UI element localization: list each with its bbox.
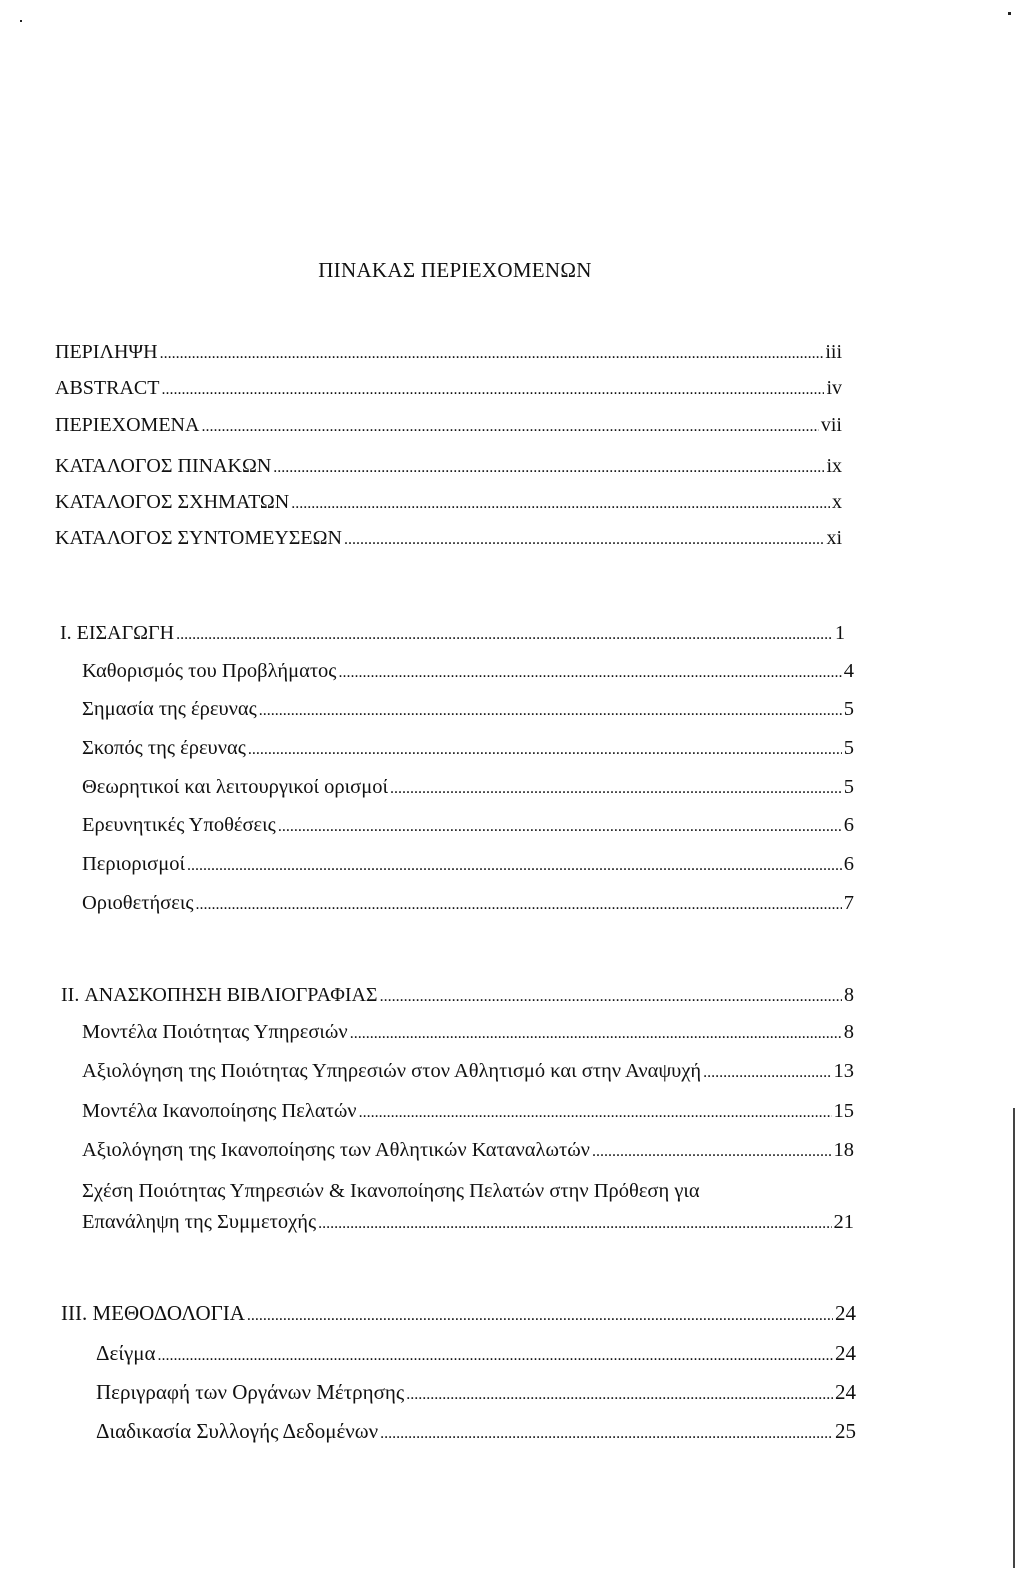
- scan-speck: [20, 20, 22, 22]
- dot-leader: [187, 852, 842, 878]
- toc-subentry[interactable]: [82, 1059, 854, 1085]
- toc-subentry[interactable]: [96, 1341, 856, 1368]
- dot-leader: [359, 1099, 832, 1125]
- dot-leader: [344, 526, 824, 552]
- toc-entry-page: 18: [833, 1139, 854, 1161]
- dot-leader: [161, 376, 824, 402]
- toc-entry-page: 13: [833, 1060, 854, 1082]
- toc-entry-page: x: [832, 491, 842, 513]
- toc-entry-label: Σκοπός της έρευνας: [82, 737, 246, 759]
- toc-entry-page: 24: [835, 1380, 856, 1404]
- toc-entry[interactable]: [55, 340, 842, 366]
- toc-subentry[interactable]: [82, 736, 854, 762]
- chapter-heading[interactable]: [61, 1301, 856, 1328]
- chapter-heading[interactable]: [60, 621, 845, 647]
- chapter-heading[interactable]: [61, 983, 854, 1009]
- toc-entry-page: 5: [843, 698, 854, 720]
- toc-entry-label: Δείγμα: [96, 1341, 156, 1365]
- toc-entry-label: Επανάληψη της Συμμετοχής: [82, 1211, 317, 1233]
- toc-entry-page: 7: [843, 892, 854, 914]
- toc-entry-label: Περιορισμοί: [82, 853, 185, 875]
- toc-entry-page: 5: [843, 776, 854, 798]
- toc-entry-page: 21: [833, 1211, 854, 1233]
- toc-entry-page: 15: [833, 1100, 854, 1122]
- toc-entry-label: Οριοθετήσεις: [82, 892, 194, 914]
- toc-entry-label: ABSTRACT: [55, 377, 160, 399]
- dot-leader: [380, 983, 842, 1009]
- toc-entry-page: 25: [835, 1419, 856, 1443]
- dot-leader: [350, 1020, 842, 1046]
- page-title: ΠΙΝΑΚΑΣ ΠΕΡΙΕΧΟΜΕΝΩΝ: [318, 258, 592, 282]
- toc-entry-page: 4: [843, 660, 854, 682]
- dot-leader: [247, 1301, 833, 1328]
- toc-entry-page: 8: [844, 984, 854, 1006]
- toc-entry-label: Θεωρητικοί και λειτουργικοί ορισμοί: [82, 776, 388, 798]
- dot-leader: [703, 1059, 831, 1085]
- toc-subentry[interactable]: [82, 1210, 854, 1236]
- toc-entry-label: Καθορισμός του Προβλήματος: [82, 660, 337, 682]
- dot-leader: [406, 1380, 833, 1407]
- toc-entry-page: 8: [843, 1021, 854, 1043]
- dot-leader: [291, 490, 830, 516]
- toc-entry-label: II. ΑΝΑΣΚΟΠΗΣΗ ΒΙΒΛΙΟΓΡΑΦΙΑΣ: [61, 984, 378, 1006]
- dot-leader: [380, 1419, 833, 1446]
- toc-subentry[interactable]: [82, 1099, 854, 1125]
- toc-subentry-wrapped-line1[interactable]: Σχέση Ποιότητας Υπηρεσιών & Ικανοποίησης Πελατών στην Πρόθεση για: [82, 1180, 700, 1202]
- toc-entry-page: iv: [826, 377, 842, 399]
- dot-leader: [592, 1138, 832, 1164]
- dot-leader: [160, 340, 824, 366]
- toc-entry[interactable]: [55, 376, 842, 402]
- toc-entry[interactable]: [55, 413, 842, 439]
- dot-leader: [390, 775, 842, 801]
- toc-entry-label: ΠΕΡΙΛΗΨΗ: [55, 341, 158, 363]
- dot-leader: [176, 621, 833, 647]
- toc-subentry[interactable]: [82, 697, 854, 723]
- toc-entry-page: 6: [843, 814, 854, 836]
- toc-entry-page: 24: [835, 1301, 856, 1325]
- toc-entry-label: Ερευνητικές Υποθέσεις: [82, 814, 276, 836]
- toc-entry-page: vii: [820, 414, 842, 436]
- toc-entry-label: Διαδικασία Συλλογής Δεδομένων: [96, 1419, 379, 1443]
- toc-entry-label: ΚΑΤΑΛΟΓΟΣ ΣΥΝΤΟΜΕΥΣΕΩΝ: [55, 527, 342, 549]
- dot-leader: [318, 1210, 831, 1236]
- toc-subentry[interactable]: [82, 1020, 854, 1046]
- toc-entry[interactable]: [55, 526, 842, 552]
- scan-edge-line: [1013, 1108, 1015, 1568]
- toc-subentry[interactable]: [82, 852, 854, 878]
- toc-entry-page: xi: [826, 527, 842, 549]
- toc-subentry[interactable]: [82, 813, 854, 839]
- toc-subentry[interactable]: [82, 891, 854, 917]
- toc-subentry[interactable]: [82, 1138, 854, 1164]
- toc-entry-label: Μοντέλα Ικανοποίησης Πελατών: [82, 1100, 357, 1122]
- toc-entry-label: Περιγραφή των Οργάνων Μέτρησης: [96, 1380, 405, 1404]
- toc-entry-label: Σημασία της έρευνας: [82, 698, 257, 720]
- dot-leader: [201, 413, 818, 439]
- dot-leader: [195, 891, 841, 917]
- toc-entry-label: ΠΕΡΙΕΧΟΜΕΝΑ: [55, 414, 200, 436]
- toc-entry-page: 1: [835, 622, 845, 644]
- dot-leader: [273, 454, 824, 480]
- toc-entry-label: Αξιολόγηση της Ικανοποίησης των Αθλητικών Καταναλωτών: [82, 1139, 590, 1161]
- toc-subentry[interactable]: [96, 1380, 856, 1407]
- dot-leader: [158, 1341, 833, 1368]
- dot-leader: [338, 659, 841, 685]
- toc-entry-page: 24: [835, 1341, 856, 1365]
- toc-subentry[interactable]: [96, 1419, 856, 1446]
- dot-leader: [278, 813, 842, 839]
- toc-entry[interactable]: [55, 490, 842, 516]
- toc-entry[interactable]: [55, 454, 842, 480]
- toc-entry-label: Μοντέλα Ποιότητας Υπηρεσιών: [82, 1021, 348, 1043]
- toc-entry-page: ix: [826, 455, 842, 477]
- toc-entry-page: iii: [825, 341, 842, 363]
- toc-entry-page: 5: [843, 737, 854, 759]
- toc-entry-label: I. ΕΙΣΑΓΩΓΗ: [60, 622, 175, 644]
- dot-leader: [259, 697, 842, 723]
- toc-entry-label: Αξιολόγηση της Ποιότητας Υπηρεσιών στον Αθλητισμό και στην Αναψυχή: [82, 1060, 702, 1082]
- toc-subentry[interactable]: [82, 659, 854, 685]
- toc-entry-label: ΚΑΤΑΛΟΓΟΣ ΣΧΗΜΑΤΩΝ: [55, 491, 290, 513]
- toc-entry-page: 6: [843, 853, 854, 875]
- dot-leader: [248, 736, 842, 762]
- toc-entry-label: ΚΑΤΑΛΟΓΟΣ ΠΙΝΑΚΩΝ: [55, 455, 272, 477]
- toc-entry-label: III. ΜΕΘΟΔΟΛΟΓΙΑ: [61, 1301, 245, 1325]
- scan-speck: [1008, 12, 1011, 15]
- toc-subentry[interactable]: [82, 775, 854, 801]
